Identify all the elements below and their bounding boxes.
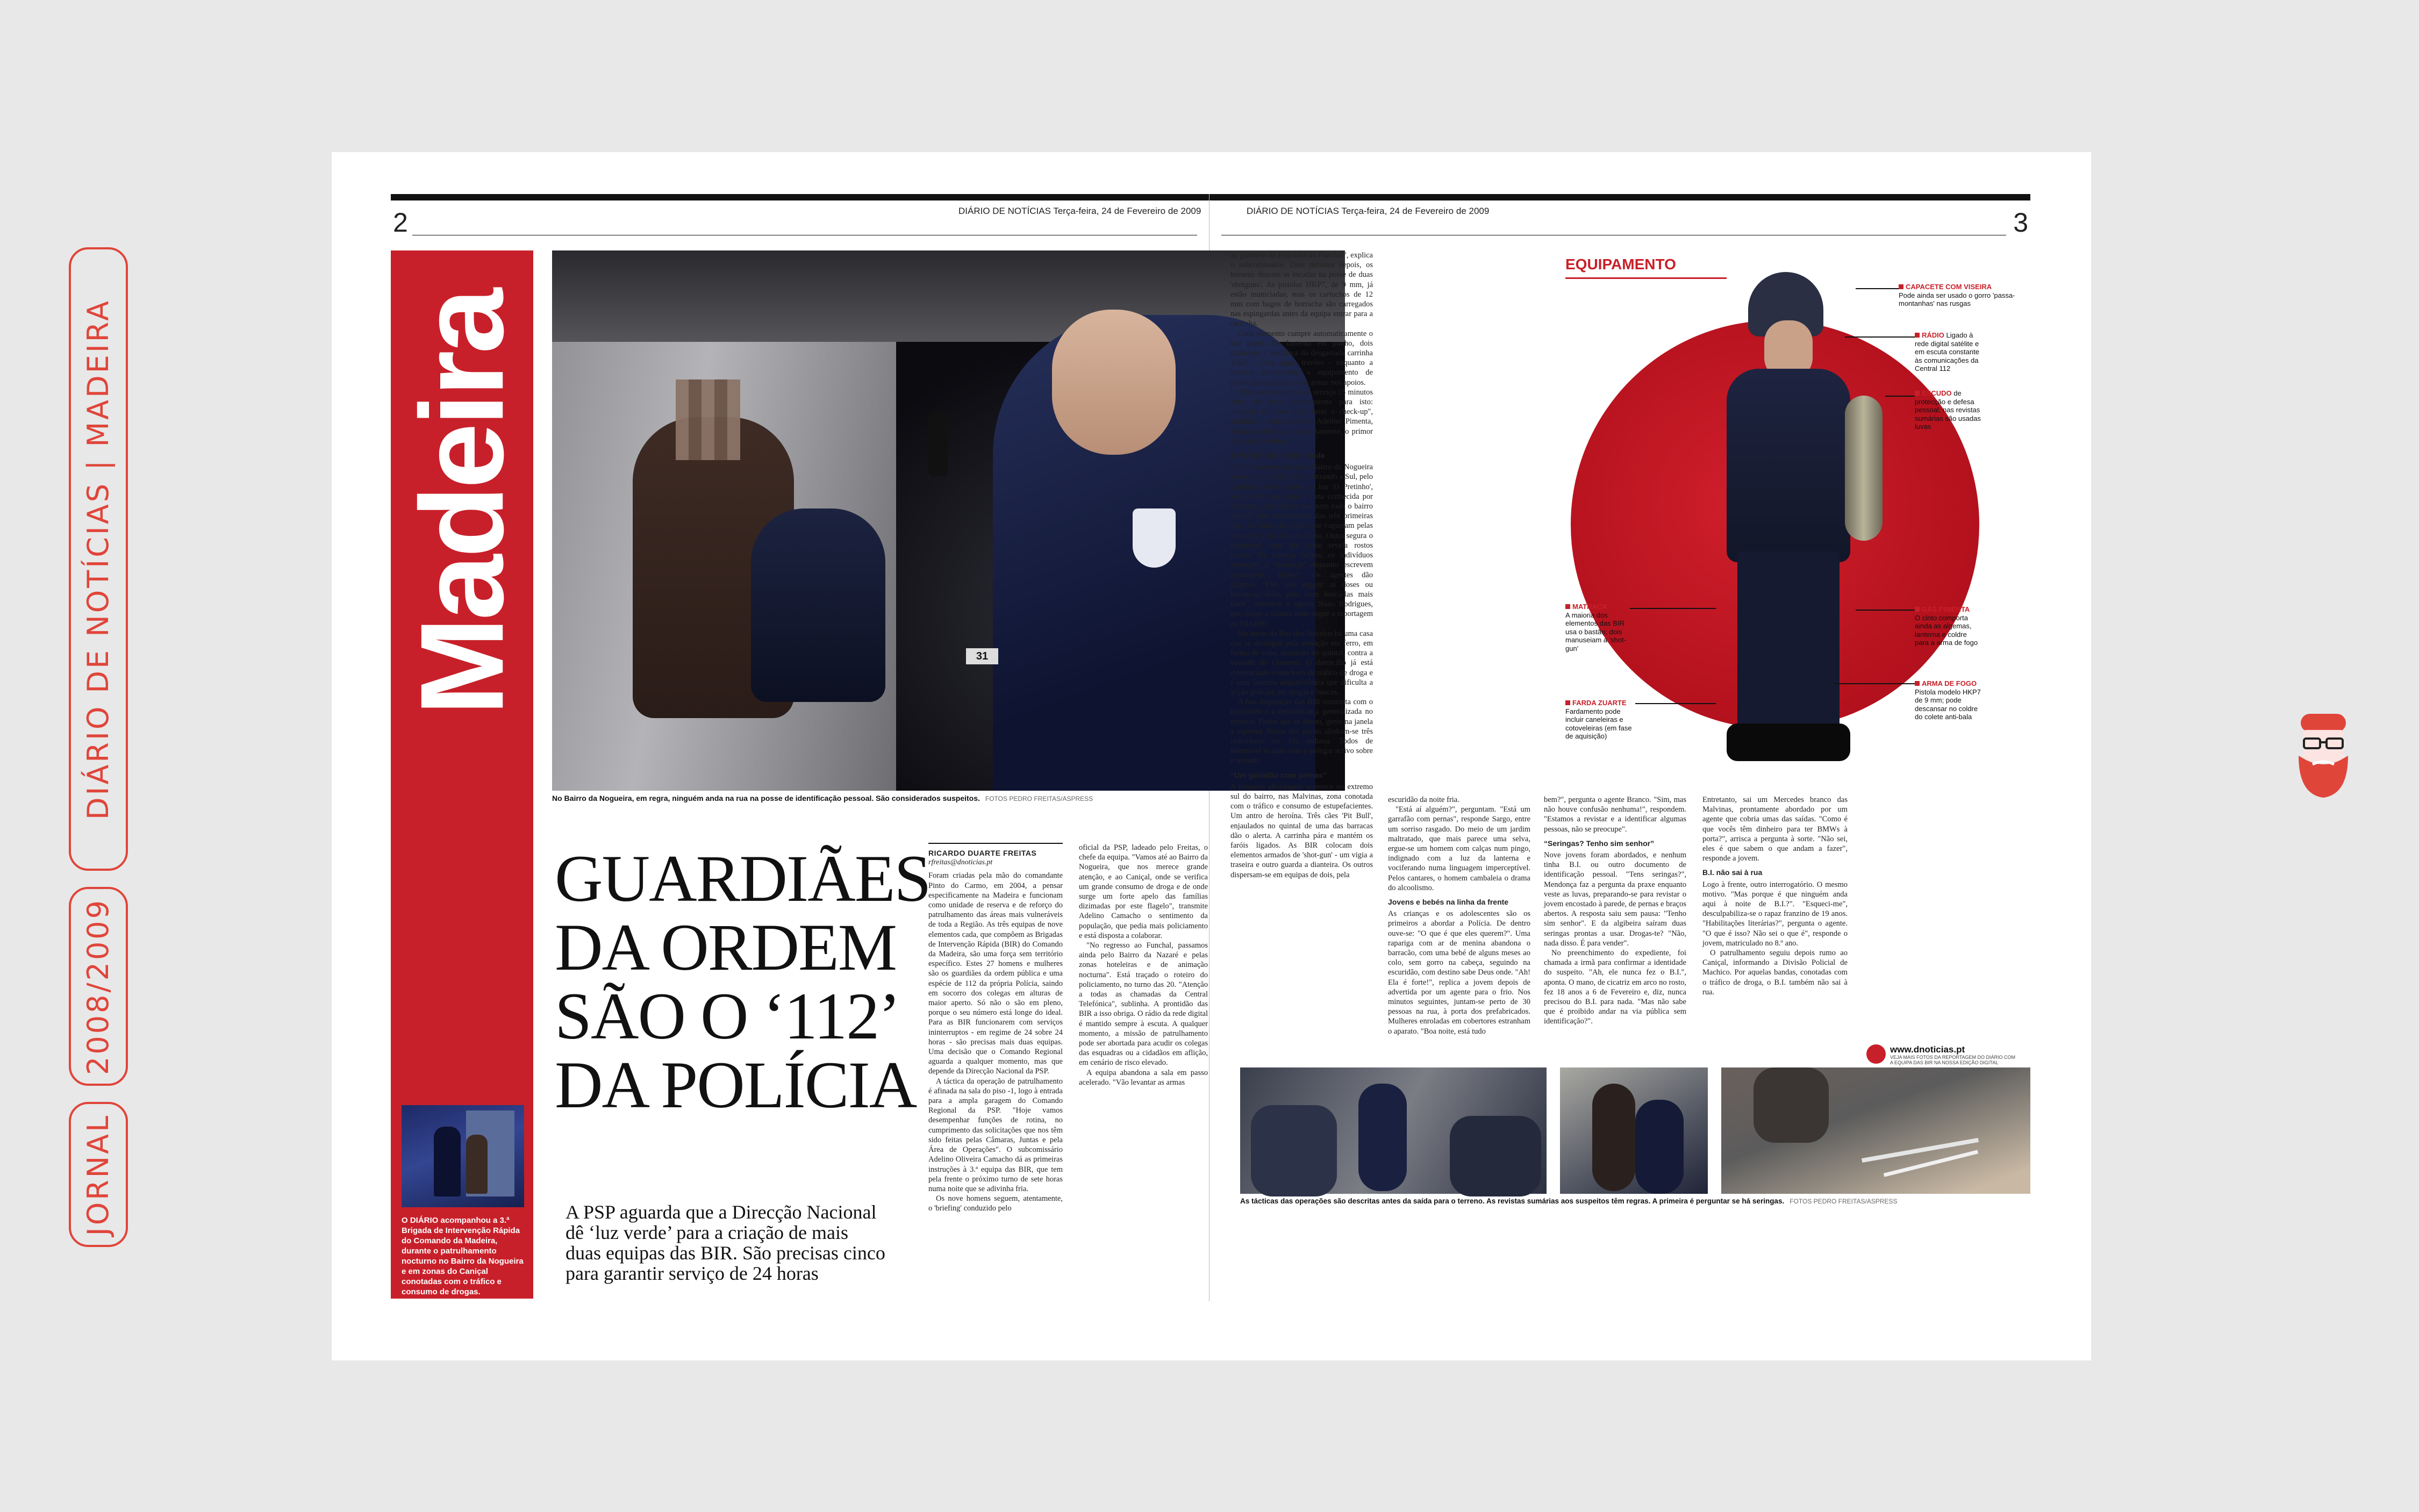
page-number-left: 2 bbox=[393, 207, 408, 238]
syringes-photo bbox=[1721, 1067, 2030, 1194]
tag-publication: DIÁRIO DE NOTÍCIAS | MADEIRA bbox=[69, 247, 128, 871]
headline: GUARDIÃES DA ORDEM SÃO O ‘112’ DA POLÍCIA bbox=[555, 842, 931, 1122]
inset-caption: O DIÁRIO acompanhou a 3.ª Brigada de Intervenção Rápida do Comando da Madeira, durante o patrulhamento nocturno no Bairro da Nogueira e em zonas do Caniçal conotadas com o tráfico e consumo de drogas. bbox=[402, 1216, 524, 1296]
article-column-4: escuridão da noite fria. "Está aí alguém?", perguntam. "Está um garrafão com pernas", responde Sargo, entre um sorriso rasgado. Do meio de um jardim maltratado, que mais parece uma selva, ergue-se um homem com calças num pingo, indignado com a luz da lanterna e vociferando numa linguagem imperceptível. Pelos cantares, o homem cambaleia o drama do alcoolismo. Jovens e bebés na linha da frente As crianças e os adolescentes são os primeiros a abordar a Polícia. De dentro ouve-se: "O que é que eles querem?". Uma rapariga com ar de menina abandona o barracão, com uma bebé de alguns meses ao colo, sem gorro na cabeça, seguindo na escuridão, com destino sabe Deus onde. "Ah! Ela é forte!", replica a jovem depois de advertida por um agente para o frio. Nos minutos seguintes, juntam-se perto de 30 pessoas na rua, à porta dos prefabricados. Mulheres enroladas em cobertores estranham o aparato. "Boa noite, está tudo bbox=[1388, 796, 1530, 1036]
subhead: B.I. não sai à rua bbox=[1702, 868, 1763, 877]
riot-officer-figure bbox=[1700, 272, 1877, 766]
byline-email: rfreitas@dnoticias.pt bbox=[928, 858, 993, 867]
article-column-6: Entretanto, sai um Mercedes branco das Malvinas, prontamente abordado por um agente que cobria umas das saídas. "Como é que vocês têm dinheiro para ter BMWs à porta?", arrisca a pergunta à sorte. "Não sei, eles é que sabem o que andam a fazer", responde a jovem. B.I. não sai à rua Logo à frente, outro interrogatório. O mesmo motivo. "Mas porque é que ninguém anda aqui à noite de B.I.?". "Esqueci-me", desculpabiliza-se o rapaz franzino de 19 anos. "Habilitações literárias?", pergunta o agente. "O que é isso? Não sei o que é", responde o jovem, matriculado no 8.º ano. O patrulhamento seguiu depois rumo ao Caniçal, informando a Divisão Policial de Machico. Por aquelas bandas, conotadas com o tráfico de droga, o B.I. também não sai à rua. bbox=[1702, 796, 1848, 997]
section-title: Madeira bbox=[396, 291, 528, 715]
portfolio-tags bbox=[69, 247, 128, 1247]
running-head-left: DIÁRIO DE NOTÍCIAS Terça-feira, 24 de Fevereiro de 2009 bbox=[958, 206, 1201, 216]
police-emblem bbox=[1133, 508, 1176, 568]
subhead: Jovens e bebés na linha da frente bbox=[1388, 898, 1509, 907]
newspaper-spread bbox=[332, 152, 2091, 1360]
callout-baton: MATRACA A maioria dos elementos das BIR usa o bastão; dois manuseiam a 'shot-gun' bbox=[1565, 603, 1627, 653]
callout-radio: RÁDIO Ligado à rede digital satélite e em escuta constante às comunicações da Central 112 bbox=[1915, 331, 1979, 372]
web-text: VEJA MAIS FOTOS DA REPORTAGEM DO DIÁRIO COM A EQUIPA DAS BIR NA NOSSA EDIÇÃO DIGITAL bbox=[1890, 1055, 2016, 1065]
search-photo bbox=[1560, 1067, 1708, 1194]
standfirst: A PSP aguarda que a Direcção Nacional dê ‘luz verde’ para a criação de mais duas equipas das BIR. São precisas cinco para garantir serviço de 24 horas bbox=[566, 1201, 885, 1284]
callout-firearm: ARMA DE FOGO Pistola modelo HKP7 de 9 mm; pode descansar no coldre do colete anti-bala bbox=[1915, 679, 1981, 721]
graphic-title: EQUIPAMENTO bbox=[1565, 256, 1676, 273]
equipment-graphic bbox=[1555, 250, 2030, 788]
article-column-5: bem?", pergunta o agente Branco. "Sim, mas não houve confusão nenhuma!", respondem. "Estamos a revistar e a identificar algumas pessoas, não se preocupe". “Seringas? Tenho sim senhor” Nove jovens foram abordados, e nenhum tinha B.I. ou outro documento de identificação pessoal. "Tens seringas?", Mendonça faz a pergunta da praxe enquanto veste as luvas, preparando-se para revistar o jovem encostado à parede, de pernas e braços abertos. A resposta saiu sem pausa: "Tenho sim senhor". E da algibeira saíram duas seringas prontas a usar. Drogas-te? "Não, nada disso. É para vender". No preenchimento do expediente, foi chamada a irmã para confirmar a identidade do suspeito. "Ah, ele nunca fez o B.I.", aponta. O mano, de cicatriz em arco no rosto, fez 18 anos a 6 de Fevereiro e, diz, nunca precisou do B.I. para nada. "Mas não sabe que é proibido andar na via pública sem identificação?". bbox=[1544, 796, 1686, 1026]
article-column-3: ao gabinete da Esquadra do Funchal", explica o subcomissário. Dois minutos depois, os homens descem as escadas na posse de duas 'shotguns'. As pistolas HKP7, de 9 mm, já estão municiadas, mas os cartuchos de 12 mm com bagos de borracha são carregados nas espingardas antes da equipa entrar para a carrinha. Cada elemento cumpre automaticamente o seu papel. De lanterna em punho, dois vistoriam a mecânica da desgastada carrinha 'Ford' - óleo, água, travões - enquanto a maioria acondiciona o equipamento de protecção individual e as armas nos apoios. "Eles apresentam-se ao serviço 15 minutos antes da hora, precisamente para isto: ninguém sai sem antes fazer o check-up", sublinha o subcomissário Adelino Pimenta, enquanto observa, orgulhosamente, o primor dos seus 'meninos'. A “bófia” não é bem-vinda O policiamento aborda o Bairro da Nogueira sob o signo da discrição, entrando a Sul, pelo caminho estreito junto ao bar 'O Pretinho', até dar de caras com a zona conhecida por Malvinas. São 22h30 mas nem todo o bairro dorme. Nos cruzamentos das três primeiras ruas, há vultos de capuz que vagueiam pelas esquinas. Uma mão no bolso. Outra segura o telemóvel, cuja luz ténue revela rostos jovens. De cabeças baixas, os indivíduos começam a 'destroçar' enquanto escrevem mensagens. "Bófia!". Os agentes dão palpites. "Eles vão engolir as doses ou livram-se delas para irem buscá-las mais tarde", descreve o agente Nuno Rodrigues, que dirige a viatura onde segue a reportagem do DIÁRIO. No início da Rua dos Novelos há uma casa que se distingue pela armação em ferro, em forma de cubo, instalado no quintal, contra a vontade do Governo. O domicílio já está referenciado como foco de tráfico de droga e é uma barreira arquitectónica que dificulta a acção policial, em rusgas e buscas. A boa disposição das BIR contrasta com o incómodo e a desconfiança generalizada no exterior. Portas que se abrem, gente na janela à espreita. Numa das portas alinham-se três indivíduos em fila indiana. Todos de telemóvel na mão com o polegar activo sobre o teclado. “Um garrafão com pernas” A primeira abordagem acontece no extremo sul do bairro, nas Malvinas, zona conotada com o tráfico e consumo de estupefacientes. Um antro de heroína. Três cães 'Pit Bull', enjaulados no quintal de uma das barracas dão o alerta. A carrinha pára e mantém os faróis ligados. As BIR colocam dois elementos armados de 'shot-gun' - um vigia a traseira e outro guarda a dianteira. Os outros dispersam-se em equipas de dois, pela bbox=[1230, 251, 1373, 879]
page-number-right: 3 bbox=[2013, 207, 2028, 238]
callout-pepper-spray: GÁS PIMENTA O cinto comporta ainda as algemas, lanterna e coldre para a arma de fogo bbox=[1915, 605, 1978, 647]
callout-shield: ESCUDO de protecção e defesa pessoal; nas revistas sumárias são usadas luvas bbox=[1915, 389, 1981, 431]
subhead: A “bófia” não é bem-vinda bbox=[1230, 451, 1325, 460]
flashlight bbox=[928, 412, 948, 476]
bearded-face-icon bbox=[2291, 708, 2356, 800]
running-head-right: DIÁRIO DE NOTÍCIAS Terça-feira, 24 de Fevereiro de 2009 bbox=[1247, 206, 1490, 216]
subhead: “Seringas? Tenho sim senhor” bbox=[1544, 839, 1655, 848]
callout-helmet: CAPACETE COM VISEIRA Pode ainda ser usado o gorro 'passa-montanhas' nas rusgas bbox=[1899, 283, 2015, 307]
tag-year: 2008/2009 bbox=[69, 887, 128, 1086]
callout-uniform: FARDA ZUARTE Fardamento pode incluir caneleiras e cotoveleiras (em fase de aquisição) bbox=[1565, 699, 1632, 740]
bottom-caption: As tácticas das operações são descritas antes da saída para o terreno. As revistas sumárias aos suspeitos têm regras. A primeira é perguntar se há seringas. FOTOS PEDRO FREITAS/ASPRESS bbox=[1240, 1197, 1898, 1205]
inset-photo bbox=[402, 1105, 524, 1207]
briefing-photo bbox=[1240, 1067, 1547, 1194]
web-dot-icon bbox=[1866, 1044, 1886, 1064]
web-promo bbox=[1866, 1044, 2022, 1066]
door-number: 31 bbox=[966, 648, 998, 664]
article-column-2: oficial da PSP, ladeado pelo Freitas, o chefe da equipa. "Vamos até ao Bairro da Nogueira, que nos merece grande atenção, e ao Caniçal, onde se verifica um grande consumo de droga e de onde surge um forte apelo das famílias dizimadas por este flagelo", transmite Adelino Camacho o sentimento da população, que pedia mais policiamento e está disposta a colaborar. "No regresso ao Funchal, passamos ainda pelo Bairro da Nazaré e pelas zonas hoteleiras e de animação nocturna". Está traçado o roteiro do policiamento, no turno das 20. "Atenção a todas as chamadas da Central Telefónica", sublinha. A prontidão das BIR a isso obriga. O rádio da rede digital é mantido sempre à escuta. A qualquer momento, a missão de patrulhamento pode ser abortada para acudir os colegas das esquadras ou a cidadãos em aflição, em cenário de risco elevado. A equipa abandona a sala em passo acelerado. "Vão levantar as armas bbox=[1079, 843, 1208, 1087]
article-column-1: RICARDO DUARTE FREITAS rfreitas@dnoticias.pt Foram criadas pela mão do comandante Pinto do Carmo, em 2004, a pensar especificamente na Madeira e funcionam como unidade de reserva e de reforço do patrulhamento das áreas mais vulneráveis de toda a Região. As três equipas de nove elementos cada, que compõem as Brigadas de Intervenção Rápida (BIR) do Comando da Madeira, são uma força sem território específico. Estes 27 homens e mulheres são os guardiães da ordem pública e uma espécie de 112 da própria Polícia, saindo em socorro dos colegas em alturas de maior aperto. Só não o são em pleno, porque o seu número está longe do ideal. Para as BIR funcionarem com serviços ininterruptos - em regime de 24 sobre 24 horas - são precisas mais duas equipas. Uma decisão que o Comando Regional aguarda a qualquer momento, mas que depende da Direcção Nacional da PSP. A táctica da operação de patrulhamento é afinada na sala do piso -1, logo à entrada para a ampla garagem do Comando Regional da PSP. "Hoje vamos desempenhar funções de rotina, no cumprimento das solicitações que nos têm sido feitas pelas Câmaras, Juntas e pela Área de Operações". O subcomissário Adelino Oliveira Camacho dá as primeiras instruções à 3.ª equipa das BIR, que tem pela frente o próximo turno de sete horas numa noite que se adivinha fria. Os nove homens seguem, atentamente, o 'briefing' conduzido pelo bbox=[928, 843, 1063, 1302]
section-banner bbox=[391, 250, 533, 1299]
pixelated-face bbox=[676, 379, 740, 460]
subhead: “Um garrafão com pernas” bbox=[1230, 770, 1327, 779]
web-url: www.dnoticias.pt bbox=[1890, 1044, 1965, 1055]
tag-type: JORNAL bbox=[69, 1102, 128, 1247]
byline: RICARDO DUARTE FREITAS bbox=[928, 843, 1063, 858]
top-rule bbox=[391, 194, 2030, 200]
main-photo bbox=[552, 250, 1345, 791]
main-photo-caption: No Bairro da Nogueira, em regra, ninguém anda na rua na posse de identificação pessoal. São considerados suspeitos. FOTOS PEDRO FREITAS/ASPRESS bbox=[552, 794, 1093, 802]
photo-credit: FOTOS PEDRO FREITAS/ASPRESS bbox=[985, 795, 1093, 802]
